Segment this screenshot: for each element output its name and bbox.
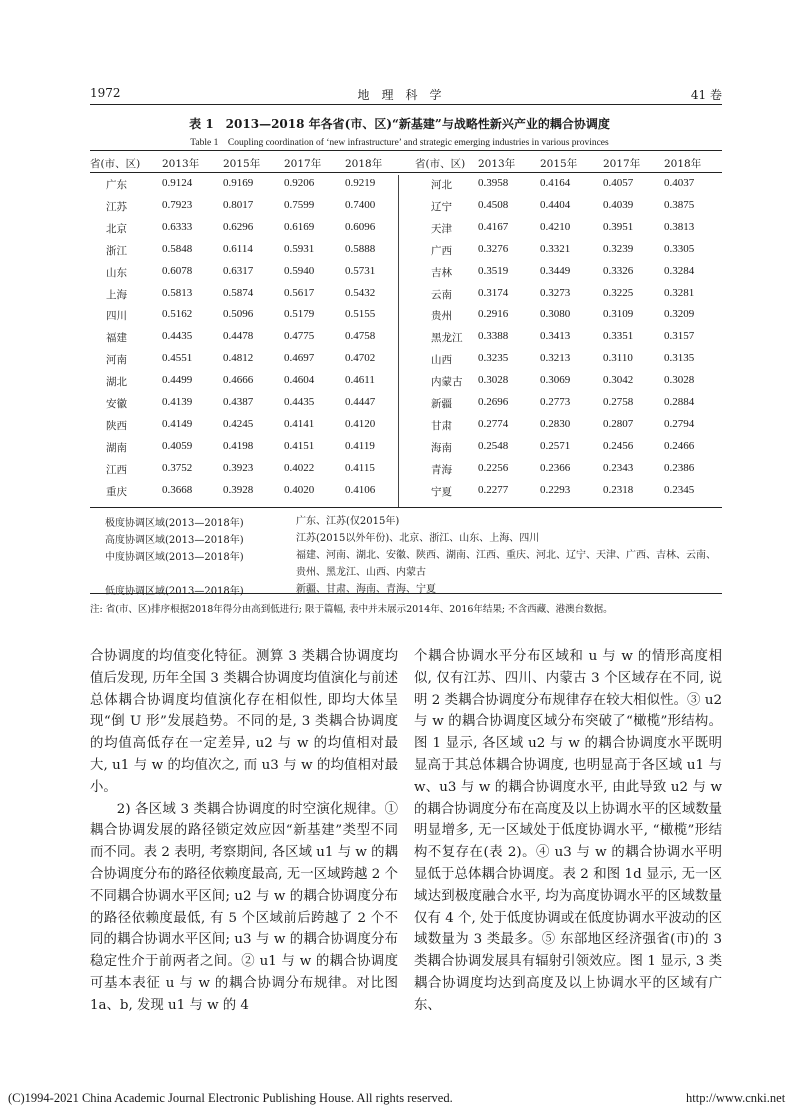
province-name: 青海 <box>431 463 452 476</box>
province-name: 四川 <box>106 310 127 323</box>
coupling-value: 0.3281 <box>664 286 695 299</box>
coupling-value: 0.4245 <box>223 417 254 430</box>
cnki-link[interactable]: http://www.cnki.net <box>686 1091 786 1105</box>
table-header-cell: 省(市、区) <box>415 158 466 170</box>
coupling-value: 0.5813 <box>162 286 193 299</box>
coupling-value: 0.4059 <box>162 439 193 452</box>
table-header-cell: 2018年 <box>664 158 702 170</box>
coupling-value: 0.4499 <box>162 374 193 387</box>
journal-title: 地 理 科 学 <box>357 88 442 102</box>
volume-label: 41 卷 <box>690 88 722 102</box>
coupling-value: 0.3080 <box>540 308 571 321</box>
province-name: 陕西 <box>106 419 127 432</box>
body-paragraph: 2) 各区域 3 类耦合协调度的时空演化规律。① 耦合协调发展的路径锁定效应因“新基建”类型不同而不同。表 2 表明, 考察期间, 各区域 u1 与 w 的耦合协调度分布的路径依赖度最高, 无一区域跨越 2 个不同耦合协调水平区间; u2 与 w 的耦合协调度分布的路径依赖度最低, 有 5 个区域前后跨越了 2 个不同的耦合协调水平区间; u3 与 w 的耦合协调度分布稳定性介于前两者之间。② u1 与 w 的耦合协调度可基本表征 u 与 w 的耦合协调分布规律。对比图 1a、b, 发现 u1 与 w 的 4 <box>90 801 398 1013</box>
coupling-value: 0.4508 <box>478 198 509 211</box>
coupling-value: 0.6078 <box>162 264 193 277</box>
coupling-value: 0.5848 <box>162 242 193 255</box>
table-header-cell: 2017年 <box>284 158 322 170</box>
coupling-value: 0.3273 <box>540 286 571 299</box>
coupling-value: 0.5432 <box>345 286 376 299</box>
coupling-value: 0.4611 <box>345 374 375 387</box>
coupling-value: 0.2345 <box>664 483 695 496</box>
coupling-value: 0.3923 <box>223 461 254 474</box>
coupling-value: 0.2773 <box>540 396 571 408</box>
coupling-value: 0.3109 <box>603 308 634 321</box>
province-name: 天津 <box>431 222 452 235</box>
coupling-value: 0.4106 <box>345 483 376 496</box>
coupling-value: 0.3413 <box>540 330 571 343</box>
coupling-value: 0.3951 <box>603 220 634 233</box>
region-members: 新疆、甘肃、海南、青海、宁夏 <box>296 584 436 595</box>
coupling-value: 0.4666 <box>223 374 254 387</box>
coupling-value: 0.5155 <box>345 308 376 321</box>
coupling-value: 0.2456 <box>603 439 634 452</box>
body-paragraph: 个耦合协调水平分布区域和 u 与 w 的情形高度相似, 仅有江苏、四川、内蒙古 3 个区域存在不同, 说明 2 类耦合协调度分布规律存在较大相似性。③ u2 与 w 的耦合协调度区域分布突破了“橄榄”形结构。图 1 显示, 各区域 u2 与 w 的耦合协调度水平既明显高于其总体耦合协调度, 也明显高于各区域 u1 与 w、u3 与 w 的耦合协调度水平, 由此导致 u2 与 w 的耦合协调度分布在高度及以上协调水平的区域数量明显增多, 无一区域处于低度协调水平, “橄榄”形结构不复存在(表 2)。④ u3 与 w 的耦合协调水平明显低于总体耦合协调度。表 2 和图 1d 显示, 无一区域达到极度融合水平, 均为高度协调水平的区域数量仅有 4 个, 处于低度协调或在低度协调水平波动的区域数量为 3 类最多。⑤ 东部地区经济强省(市)的 3 类耦合协调发展具有辐射引领效应。图 1 显示, 3 类耦合协调度均达到高度及以上协调水平的区域有广东、 <box>414 649 722 1013</box>
coupling-value: 0.4022 <box>284 461 315 474</box>
coupling-value: 0.2774 <box>478 417 509 430</box>
coupling-value: 0.4758 <box>345 330 376 343</box>
table-body-rule <box>90 507 722 508</box>
coupling-value: 0.4697 <box>284 352 315 365</box>
table-header-cell: 2015年 <box>540 158 578 170</box>
coupling-value: 0.2293 <box>540 483 571 496</box>
table-caption-en: Table 1 Coupling coordination of ‘new infrastructure’ and strategic emerging industries in various provinces <box>190 138 609 148</box>
coupling-value: 0.4435 <box>162 330 193 343</box>
province-name: 新疆 <box>431 398 452 410</box>
coupling-value: 0.4164 <box>540 177 571 189</box>
province-name: 黑龙江 <box>431 332 463 345</box>
province-name: 江苏 <box>106 200 127 213</box>
province-name: 吉林 <box>431 266 452 279</box>
coupling-value: 0.4702 <box>345 352 376 365</box>
coupling-value: 0.9169 <box>223 177 254 189</box>
coupling-value: 0.4551 <box>162 352 193 365</box>
coupling-value: 0.4037 <box>664 177 695 189</box>
coupling-value: 0.2366 <box>540 461 571 474</box>
coupling-value: 0.2386 <box>664 461 695 474</box>
coupling-value: 0.4139 <box>162 396 193 408</box>
copyright-notice: (C)1994-2021 China Academic Journal Electronic Publishing House. All rights reserved. <box>8 1091 453 1105</box>
coupling-value: 0.3225 <box>603 286 634 299</box>
coupling-value: 0.3276 <box>478 242 509 255</box>
coupling-value: 0.3209 <box>664 308 695 321</box>
coupling-value: 0.4115 <box>345 461 375 474</box>
province-name: 云南 <box>431 288 452 301</box>
coupling-value: 0.3326 <box>603 264 634 277</box>
table-column-divider <box>398 175 399 507</box>
header-rule <box>90 104 722 105</box>
province-name: 山东 <box>106 266 127 279</box>
region-label: 中度协调区域(2013—2018年) <box>105 552 244 563</box>
table-header-cell: 2013年 <box>478 158 516 170</box>
table-header-cell: 2015年 <box>223 158 261 170</box>
coupling-value: 0.3928 <box>223 483 254 496</box>
coupling-value: 0.9206 <box>284 177 315 189</box>
province-name: 宁夏 <box>431 485 452 498</box>
coupling-value: 0.2830 <box>540 417 571 430</box>
coupling-value: 0.2807 <box>603 417 634 430</box>
province-name: 浙江 <box>106 244 127 257</box>
coupling-value: 0.3668 <box>162 483 193 496</box>
province-name: 上海 <box>106 288 127 301</box>
coupling-value: 0.2794 <box>664 417 695 430</box>
coupling-value: 0.4435 <box>284 396 315 408</box>
province-name: 安徽 <box>106 398 127 410</box>
region-members: 福建、河南、湖北、安徽、陕西、湖南、江西、重庆、河北、辽宁、天津、广西、吉林、云南、贵州、黑龙江、山西、内蒙古 <box>296 550 716 578</box>
coupling-value: 0.6296 <box>223 220 254 233</box>
coupling-value: 0.4149 <box>162 417 193 430</box>
coupling-value: 0.5931 <box>284 242 315 255</box>
coupling-value: 0.2916 <box>478 308 509 321</box>
table-header-cell: 2017年 <box>603 158 641 170</box>
coupling-value: 0.2318 <box>603 483 634 496</box>
coupling-value: 0.2696 <box>478 396 509 408</box>
region-members: 广东、江苏(仅2015年) <box>296 516 400 527</box>
coupling-value: 0.2256 <box>478 461 509 474</box>
coupling-value: 0.4775 <box>284 330 315 343</box>
coupling-value: 0.7599 <box>284 198 315 211</box>
page-number: 1972 <box>90 86 121 100</box>
coupling-value: 0.3449 <box>540 264 571 277</box>
coupling-value: 0.3135 <box>664 352 695 365</box>
table-header-cell: 2013年 <box>162 158 200 170</box>
coupling-value: 0.3157 <box>664 330 695 343</box>
province-name: 湖北 <box>106 376 127 389</box>
coupling-value: 0.3875 <box>664 198 695 211</box>
coupling-value: 0.5888 <box>345 242 376 255</box>
coupling-value: 0.6317 <box>223 264 254 277</box>
coupling-value: 0.4119 <box>345 439 375 452</box>
coupling-value: 0.5617 <box>284 286 315 299</box>
coupling-value: 0.3213 <box>540 352 571 365</box>
province-name: 广西 <box>431 244 452 257</box>
coupling-value: 0.3110 <box>603 352 633 365</box>
coupling-value: 0.4447 <box>345 396 376 408</box>
coupling-value: 0.5940 <box>284 264 315 277</box>
province-name: 山西 <box>431 354 452 367</box>
coupling-value: 0.5731 <box>345 264 376 277</box>
region-label: 极度协调区域(2013—2018年) <box>105 518 244 529</box>
coupling-value: 0.3958 <box>478 177 509 189</box>
coupling-value: 0.2277 <box>478 483 509 496</box>
coupling-value: 0.3305 <box>664 242 695 255</box>
coupling-value: 0.9219 <box>345 177 376 189</box>
coupling-value: 0.9124 <box>162 177 193 189</box>
coupling-value: 0.4198 <box>223 439 254 452</box>
province-name: 辽宁 <box>431 200 452 213</box>
province-name: 河南 <box>106 354 127 367</box>
coupling-value: 0.3235 <box>478 352 509 365</box>
coupling-value: 0.3321 <box>540 242 571 255</box>
province-name: 广东 <box>106 179 127 191</box>
region-label: 低度协调区域(2013—2018年) <box>105 586 244 597</box>
table-header-rule <box>90 172 722 173</box>
province-name: 甘肃 <box>431 419 452 432</box>
coupling-value: 0.4020 <box>284 483 315 496</box>
body-paragraph: 合协调度的均值变化特征。测算 3 类耦合协调度均值后发现, 历年全国 3 类耦合协调度均值演化与前述总体耦合协调度均值演化存在相似性, 即均大体呈现“倒 U 形”发展趋势。不同的是, 3 类耦合协调度的均值高低存在一定差异, u2 与 w 的均值相对最大, u1 与 w 的均值次之, 而 u3 与 w 的均值相对最小。 <box>90 649 398 795</box>
coupling-value: 0.7400 <box>345 198 376 211</box>
province-name: 北京 <box>106 222 127 235</box>
coupling-value: 0.3351 <box>603 330 634 343</box>
province-name: 海南 <box>431 441 452 454</box>
coupling-value: 0.7923 <box>162 198 193 211</box>
coupling-value: 0.2884 <box>664 396 695 408</box>
coupling-value: 0.6169 <box>284 220 315 233</box>
province-name: 河北 <box>431 179 452 191</box>
coupling-value: 0.3042 <box>603 374 634 387</box>
coupling-value: 0.4039 <box>603 198 634 211</box>
coupling-value: 0.4387 <box>223 396 254 408</box>
coupling-value: 0.3028 <box>478 374 509 387</box>
coupling-value: 0.4604 <box>284 374 315 387</box>
province-name: 贵州 <box>431 310 452 323</box>
coupling-value: 0.6333 <box>162 220 193 233</box>
table-header-cell: 2018年 <box>345 158 383 170</box>
coupling-value: 0.6114 <box>223 242 253 255</box>
coupling-value: 0.3239 <box>603 242 634 255</box>
coupling-value: 0.3519 <box>478 264 509 277</box>
coupling-value: 0.5096 <box>223 308 254 321</box>
coupling-value: 0.2466 <box>664 439 695 452</box>
province-name: 重庆 <box>106 485 127 498</box>
body-column-left <box>90 646 398 1017</box>
region-members: 江苏(2015以外年份)、北京、浙江、山东、上海、四川 <box>296 533 540 544</box>
coupling-value: 0.4120 <box>345 417 376 430</box>
table-header-cell: 省(市、区) <box>90 158 141 170</box>
coupling-value: 0.3813 <box>664 220 695 233</box>
coupling-value: 0.2758 <box>603 396 634 408</box>
coupling-value: 0.4141 <box>284 417 315 430</box>
coupling-value: 0.8017 <box>223 198 254 211</box>
region-label: 高度协调区域(2013—2018年) <box>105 535 244 546</box>
province-name: 福建 <box>106 332 127 345</box>
coupling-value: 0.4812 <box>223 352 254 365</box>
coupling-value: 0.4151 <box>284 439 315 452</box>
coupling-value: 0.2571 <box>540 439 571 452</box>
province-name: 内蒙古 <box>431 376 463 389</box>
coupling-value: 0.4167 <box>478 220 509 233</box>
table-note: 注: 省(市、区)排序根据2018年得分由高到低进行; 限于篇幅, 表中并未展示2014年、2016年结果; 不含西藏、港澳台数据。 <box>90 604 613 615</box>
coupling-value: 0.3388 <box>478 330 509 343</box>
province-name: 湖南 <box>106 441 127 454</box>
coupling-value: 0.5179 <box>284 308 315 321</box>
coupling-value: 0.3752 <box>162 461 193 474</box>
coupling-value: 0.2548 <box>478 439 509 452</box>
province-name: 江西 <box>106 463 127 476</box>
coupling-value: 0.4057 <box>603 177 634 189</box>
coupling-value: 0.3028 <box>664 374 695 387</box>
coupling-value: 0.6096 <box>345 220 376 233</box>
table-caption: 表 1 2013—2018 年各省(市、区)“新基建”与战略性新兴产业的耦合协调度 <box>189 117 610 131</box>
coupling-value: 0.3284 <box>664 264 695 277</box>
table-top-rule <box>90 150 722 151</box>
coupling-value: 0.4478 <box>223 330 254 343</box>
body-column-right <box>414 646 722 1017</box>
coupling-value: 0.3174 <box>478 286 509 299</box>
coupling-value: 0.4210 <box>540 220 571 233</box>
coupling-value: 0.3069 <box>540 374 571 387</box>
coupling-value: 0.2343 <box>603 461 634 474</box>
coupling-value: 0.4404 <box>540 198 571 211</box>
coupling-value: 0.5874 <box>223 286 254 299</box>
coupling-value: 0.5162 <box>162 308 193 321</box>
